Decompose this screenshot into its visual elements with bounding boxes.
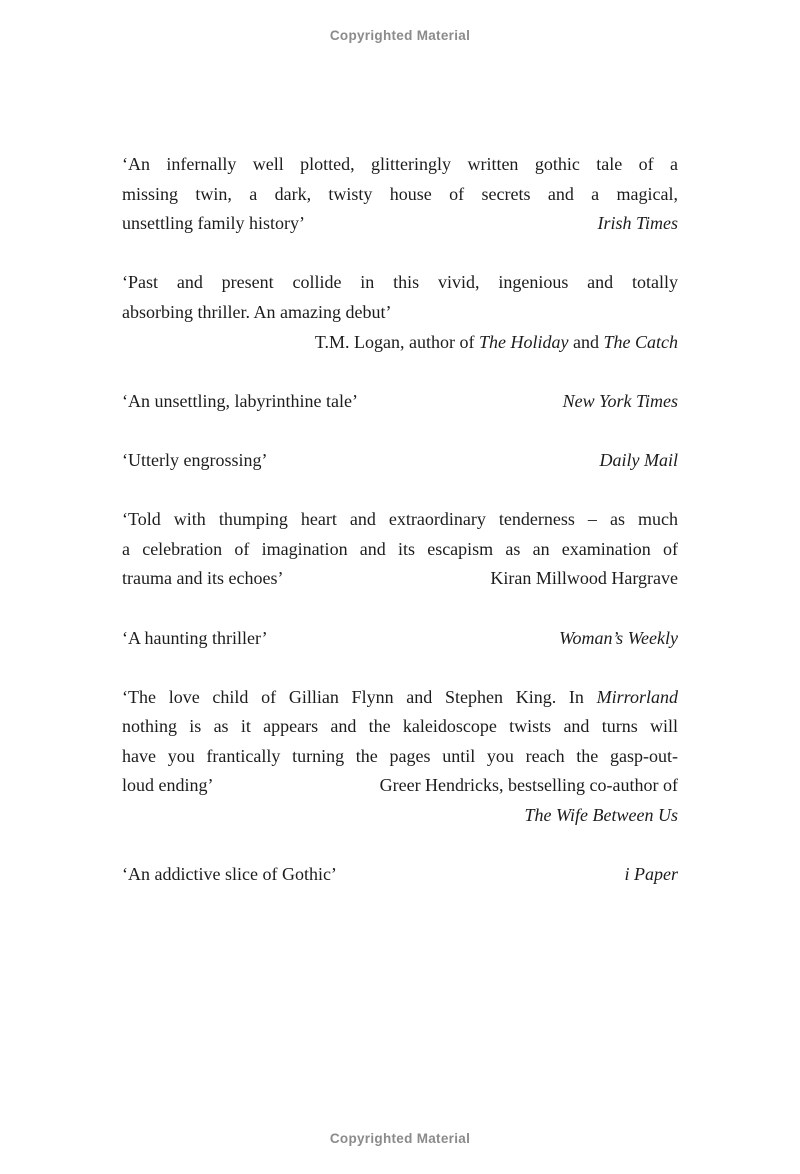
quote-line	[122, 742, 678, 772]
quote-text: ‘An unsettling, labyrinthine tale’	[122, 390, 358, 411]
quote-text: The Wife Between Us	[524, 805, 678, 826]
attribution-text: Daily Mail	[599, 449, 678, 470]
quote-text: a celebration of imagination and its escapism as an examination of	[122, 538, 678, 559]
quote-text: unsettling family history’	[122, 213, 305, 234]
quote-text: The Catch	[603, 331, 678, 352]
quote-text: trauma and its echoes’	[122, 568, 284, 589]
quote-block	[122, 387, 678, 417]
quote-line	[122, 712, 678, 742]
quote-attribution	[563, 387, 678, 417]
quote-attribution	[625, 860, 679, 890]
attribution-text: Woman’s Weekly	[559, 627, 678, 648]
quote-text: ‘An infernally well plotted, glitteringly written gothic tale of a	[122, 154, 678, 174]
quote-block	[122, 150, 678, 239]
quote-attribution	[600, 446, 679, 476]
quote-block	[122, 624, 678, 654]
quote-line	[122, 505, 678, 535]
quote-attribution	[597, 209, 678, 239]
quote-text: ‘A haunting thriller’	[122, 627, 268, 648]
quote-line	[122, 180, 678, 210]
quote-line	[122, 860, 678, 890]
quote-text: have you frantically turning the pages until you reach the gasp-out-	[122, 745, 678, 766]
quote-line	[122, 535, 678, 565]
quote-text: and	[568, 331, 604, 352]
quote-text: loud ending’	[122, 775, 214, 796]
quote-line	[122, 771, 678, 801]
quote-attribution	[490, 564, 678, 594]
attribution-text: Greer Hendricks, bestselling co-author of	[379, 775, 678, 796]
quote-line	[122, 150, 678, 180]
quote-text: ‘Utterly engrossing’	[122, 449, 268, 470]
quote-line	[122, 298, 678, 328]
praise-quotes-container	[122, 150, 678, 890]
quote-block	[122, 268, 678, 357]
quote-line	[122, 328, 678, 358]
copyright-notice-top: Copyrighted Material	[329, 28, 471, 43]
quote-line	[122, 387, 678, 417]
quote-text: ‘The love child of Gillian Flynn and Stephen King. In	[122, 686, 597, 707]
quote-text: nothing is as it appears and the kaleidoscope twists and turns will	[122, 716, 678, 737]
quote-line	[122, 446, 678, 476]
quote-text: absorbing thriller. An amazing debut’	[122, 301, 392, 322]
attribution-text: New York Times	[562, 390, 678, 411]
quote-line	[122, 624, 678, 654]
quote-line	[122, 209, 678, 239]
quote-line	[122, 683, 678, 713]
attribution-text: Kiran Millwood Hargrave	[490, 568, 678, 589]
attribution-text: Irish Times	[597, 213, 678, 234]
quote-line	[122, 564, 678, 594]
quote-text: ‘Past and present collide in this vivid, ingenious and totally	[122, 272, 678, 293]
quote-text: ‘An addictive slice of Gothic’	[122, 864, 337, 885]
quote-line	[122, 801, 678, 831]
quote-block	[122, 446, 678, 476]
quote-line	[122, 268, 678, 298]
quote-block	[122, 683, 678, 831]
copyright-notice-bottom: Copyrighted Material	[329, 1131, 471, 1146]
quote-text: ‘Told with thumping heart and extraordinary tenderness – as much	[122, 509, 678, 530]
quote-attribution	[380, 771, 678, 801]
quote-block	[122, 505, 678, 594]
quote-block	[122, 860, 678, 890]
quote-attribution	[559, 624, 678, 654]
quote-text: missing twin, a dark, twisty house of secrets and a magical,	[122, 183, 678, 204]
quote-text: T.M. Logan, author of	[314, 331, 479, 352]
quote-text: Mirrorland	[596, 686, 678, 707]
quote-text: The Holiday	[479, 331, 569, 352]
attribution-text: i Paper	[624, 864, 678, 885]
